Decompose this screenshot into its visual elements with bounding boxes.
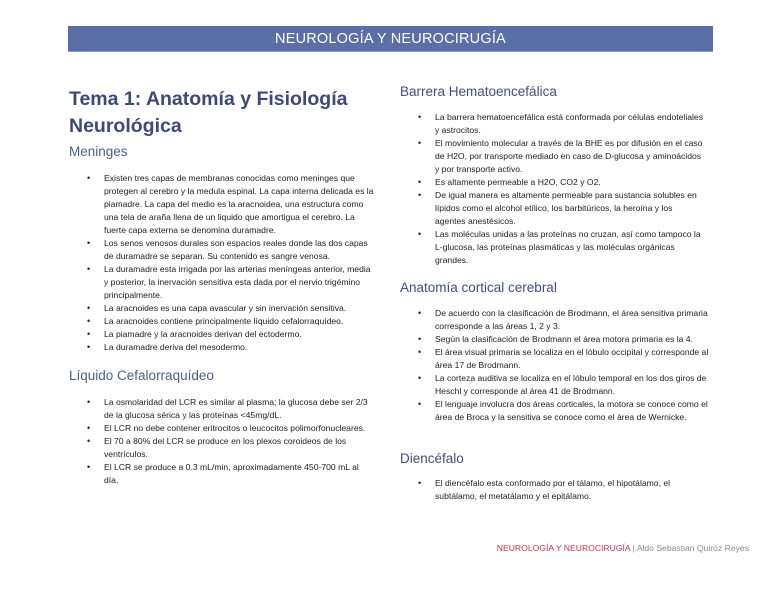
page-title: Tema 1: Anatomía y Fisiología Neurológica [69, 88, 348, 137]
section-heading-cortical: Anatomía cortical cerebral [400, 280, 557, 295]
page-footer [497, 543, 749, 553]
section-heading-bhe: Barrera Hematoencefálica [400, 84, 557, 99]
header-bar [68, 26, 713, 52]
list-item: • El LCR se produce a 0.3 mL/min, aproximadamente 450-700 mL al día. [69, 461, 374, 487]
list-item: • La barrera hematoencefálica está conformada por células endoteliales y astrocitos. [400, 111, 705, 137]
cortical-list [400, 307, 720, 424]
footer-separator: | [630, 543, 637, 553]
list-item: • Existen tres capas de membranas conocidas como meninges que protegen al cerebro y la medula espinal. La capa interna delicada es la piamadre. La capa del medio es la aracnoidea, una estructura como una tela de araña llena de un liquido que amortigua el cerebro. La fuerte capa externa se denomina duramadre. [69, 172, 374, 237]
list-item: • La osmolaridad del LCR es similar al plasma; la glucosa debe ser 2/3 de la glucosa sérica y las proteínas <45mg/dL. [69, 396, 374, 422]
list-item: • La aracnoides contiene principalmente líquido cefalorraquídeo. [69, 315, 374, 328]
list-item: • El 70 a 80% del LCR se produce en los plexos coroideos de los ventrículos. [69, 435, 374, 461]
list-item: • La corteza auditiva se localiza en el lóbulo temporal en los dos giros de Heschl y corresponde al área 41 de Brodmann. [400, 372, 720, 398]
list-item: • Según la clasificación de Brodmann el área motora primaria es la 4. [400, 333, 720, 346]
list-item: • Los senos venosos durales son espacios reales donde las dos capas de duramadre se separan. Su contenido es sangre venosa. [69, 237, 374, 263]
list-item: • Las moléculas unidas a las proteínas no cruzan, así como tampoco la L-glucosa, las proteínas plasmáticas y las moléculas orgánicas grandes. [400, 228, 705, 267]
diencefalo-list [400, 477, 710, 503]
list-item: • El LCR no debe contener eritrocitos o leucocitos polimorfonucleares. [69, 422, 374, 435]
list-item: • El área visual primaria se localiza en el lóbulo occipital y corresponde al área 17 de Brodmann. [400, 346, 720, 372]
list-item: • La duramadre deriva del mesodermo. [69, 341, 374, 354]
list-item: • De igual manera es altamente permeable para sustancia solubles en lípidos como el alcohol etílico, los barbitúricos, la heroína y los agentes anestésicos. [400, 189, 705, 228]
footer-author: Aldo Sebastian Quiroz Reyes [636, 543, 749, 553]
list-item: • El lenguaje involucra dos áreas corticales, la motora se conoce como el área de Broca y la sensitiva se conoce como el área de Wernicke. [400, 398, 720, 424]
footer-brand: NEUROLOGÍA Y NEUROCIRUGÍA [496, 543, 631, 553]
lcr-list [69, 396, 374, 487]
list-item: • El movimiento molecular a través de la BHE es por difusión en el caso de H2O, por transporte mediado en caso de D-glucosa y aminoácidos y por transporte activo. [400, 137, 705, 176]
section-heading-meninges: Meninges [69, 144, 128, 159]
list-item: • La piamadre y la aracnoides derivan del ectodermo. [69, 328, 374, 341]
list-item: • De acuerdo con la clasificación de Brodmann, el área sensitiva primaria corresponde a las áreas 1, 2 y 3. [400, 307, 720, 333]
meninges-list [69, 172, 374, 354]
section-heading-lcr: Líquido Cefalorraquídeo [69, 368, 214, 383]
list-item: • La duramadre esta irrigada por las arterias meníngeas anterior, media y posterior, la inervación sensitiva esta dada por el nervio trigémino principalmente. [69, 263, 374, 302]
header-title: NEUROLOGÍA Y NEUROCIRUGÍA [275, 30, 506, 47]
list-item: • La aracnoides es una capa avascular y sin inervación sensitiva. [69, 302, 374, 315]
list-item: • Es altamente permeable a H2O, CO2 y O2. [400, 176, 705, 189]
section-heading-diencefalo: Diencéfalo [400, 451, 464, 466]
bhe-list [400, 111, 705, 267]
list-item: • El diencéfalo esta conformado por el tálamo, el hipotálamo, el subtálamo, el metatálamo y el epitálamo. [400, 477, 710, 503]
